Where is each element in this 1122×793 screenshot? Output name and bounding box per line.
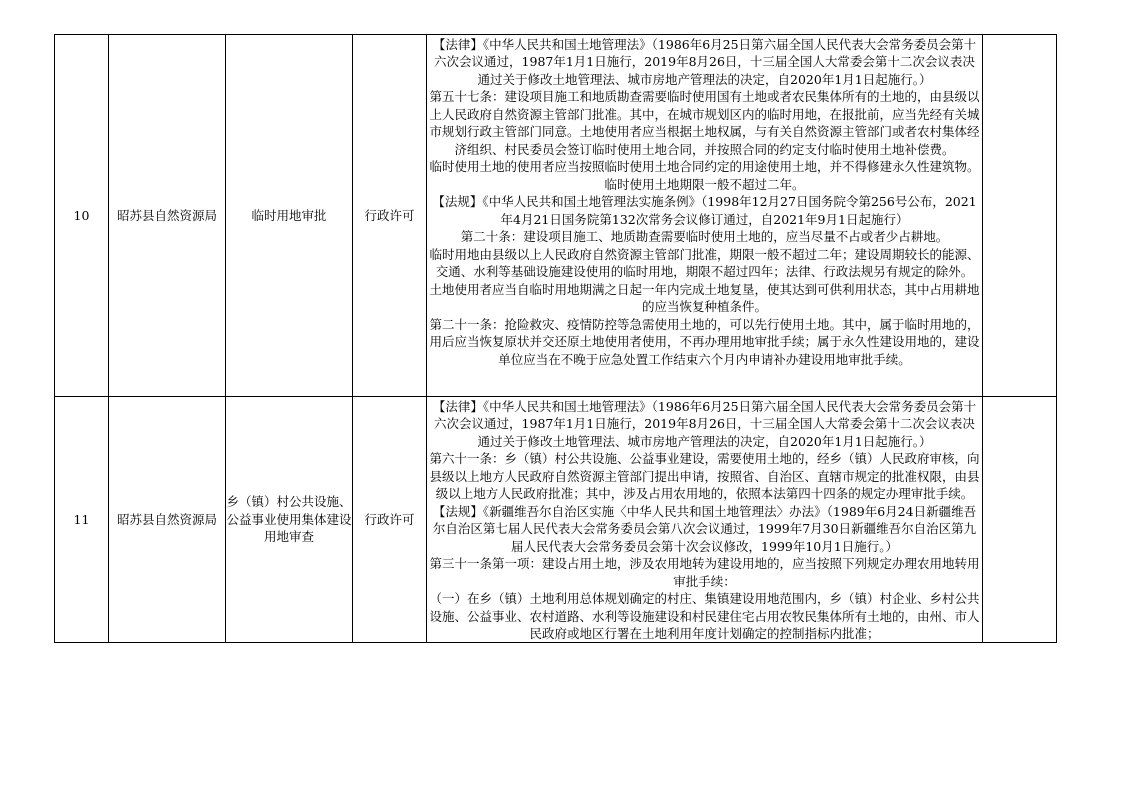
department-cell: 昭苏县自然资源局 (109, 397, 226, 643)
basis-paragraph: 临时使用土地的使用者应当按照临时使用土地合同约定的用途使用土地，并不得修建永久性建筑物。 (429, 159, 980, 174)
basis-paragraph: 第五十七条：建设项目施工和地质勘查需要临时使用国有土地或者农民集体所有的土地的，由县级以上人民政府自然资源主管部门批准。其中，在城市规划区内的临时用地，在报批前，应当先经有关城市规划行政主管部门同意。土地使用者应当根据土地权属，与有关自然资源主管部门或者农村集体经济组织、村民委员会签订临时使用土地合同，并按照合同的约定支付临时使用土地补偿费。 (429, 89, 980, 157)
regulation-table (54, 34, 1057, 643)
basis-paragraph: 第三十一条第一项：建设占用土地，涉及农用地转为建设用地的，应当按照下列规定办理农用地转用审批手续： (429, 556, 980, 589)
basis-paragraph: 【法规】《中华人民共和国土地管理法实施条例》（1998年12月27日国务院令第256号公布，2021年4月21日国务院第132次常务会议修订通过，自2021年9月1日起施行） (432, 194, 977, 227)
basis-paragraph: 【法规】《新疆维吾尔自治区实施〈中华人民共和国土地管理法〉办法》（1989年6月24日新疆维吾尔自治区第七届人民代表大会常务委员会第八次会议通过，1999年7月30日新疆维吾尔自治区第九届人民代表大会常务委员会第十次会议修改，1999年10月1日施行。） (432, 503, 977, 554)
remark-cell (983, 35, 1057, 397)
row-number: 10 (55, 35, 109, 397)
basis-paragraph: （一）在乡（镇）土地利用总体规划确定的村庄、集镇建设用地范围内，乡（镇）村企业、乡村公共设施、公益事业、农村道路、水利等设施建设和村民建住宅占用农牧民集体所有土地的，由州、市人民政府或地区行署在土地利用年度计划确定的控制指标内批准； (429, 591, 980, 641)
department-cell: 昭苏县自然资源局 (109, 35, 226, 397)
item-name-cell: 临时用地审批 (226, 35, 353, 397)
table-row (55, 35, 1057, 397)
row-number: 11 (55, 397, 109, 643)
table-row (55, 397, 1057, 643)
basis-paragraph: 【法律】《中华人民共和国土地管理法》（1986年6月25日第六届全国人民代表大会常务委员会第十六次会议通过，1987年1月1日施行，2019年8月26日，十三届全国人大常委会第十二次会议表决通过关于修改土地管理法、城市房地产管理法的决定，自2020年1月1日起施行。） (432, 398, 977, 449)
remark-cell (983, 397, 1057, 643)
basis-paragraph: 土地使用者应当自临时用地期满之日起一年内完成土地复垦，使其达到可供利用状态，其中占用耕地的应当恢复种植条件。 (429, 281, 980, 314)
item-type-cell: 行政许可 (353, 397, 427, 643)
basis-paragraph: 临时用地由县级以上人民政府自然资源主管部门批准，期限一般不超过二年；建设周期较长的能源、交通、水利等基础设施建设使用的临时用地，期限不超过四年；法律、行政法规另有规定的除外。 (429, 246, 980, 279)
item-type-cell: 行政许可 (353, 35, 427, 397)
legal-basis-cell (427, 397, 983, 643)
basis-paragraph: 第二十条：建设项目施工、地质勘查需要临时使用土地的，应当尽量不占或者少占耕地。 (460, 229, 949, 244)
legal-basis-text (427, 398, 982, 642)
basis-paragraph: 第二十一条：抢险救灾、疫情防控等急需使用土地的，可以先行使用土地。其中，属于临时用地的，用后应当恢复原状并交还原土地使用者使用，不再办理用地审批手续；属于永久性建设用地的，建设单位应当在不晚于应急处置工作结束六个月内申请补办建设用地审批手续。 (429, 316, 980, 367)
basis-paragraph: 临时使用土地期限一般不超过二年。 (604, 176, 805, 192)
basis-paragraph: 【法律】《中华人民共和国土地管理法》（1986年6月25日第六届全国人民代表大会常务委员会第十六次会议通过，1987年1月1日施行，2019年8月26日，十三届全国人大常委会第十二次会议表决通过关于修改土地管理法、城市房地产管理法的决定，自2020年1月1日起施行。） (432, 36, 977, 87)
legal-basis-text (427, 36, 982, 396)
legal-basis-cell (427, 35, 983, 397)
item-name-cell: 乡（镇）村公共设施、公益事业使用集体建设用地审查 (226, 397, 353, 643)
basis-paragraph: 第六十一条：乡（镇）村公共设施、公益事业建设，需要使用土地的，经乡（镇）人民政府审核，向县级以上地方人民政府自然资源主管部门提出申请，按照省、自治区、直辖市规定的批准权限，由县级以上地方人民政府批准；其中，涉及占用农用地的，依照本法第四十四条的规定办理审批手续。 (429, 451, 980, 501)
